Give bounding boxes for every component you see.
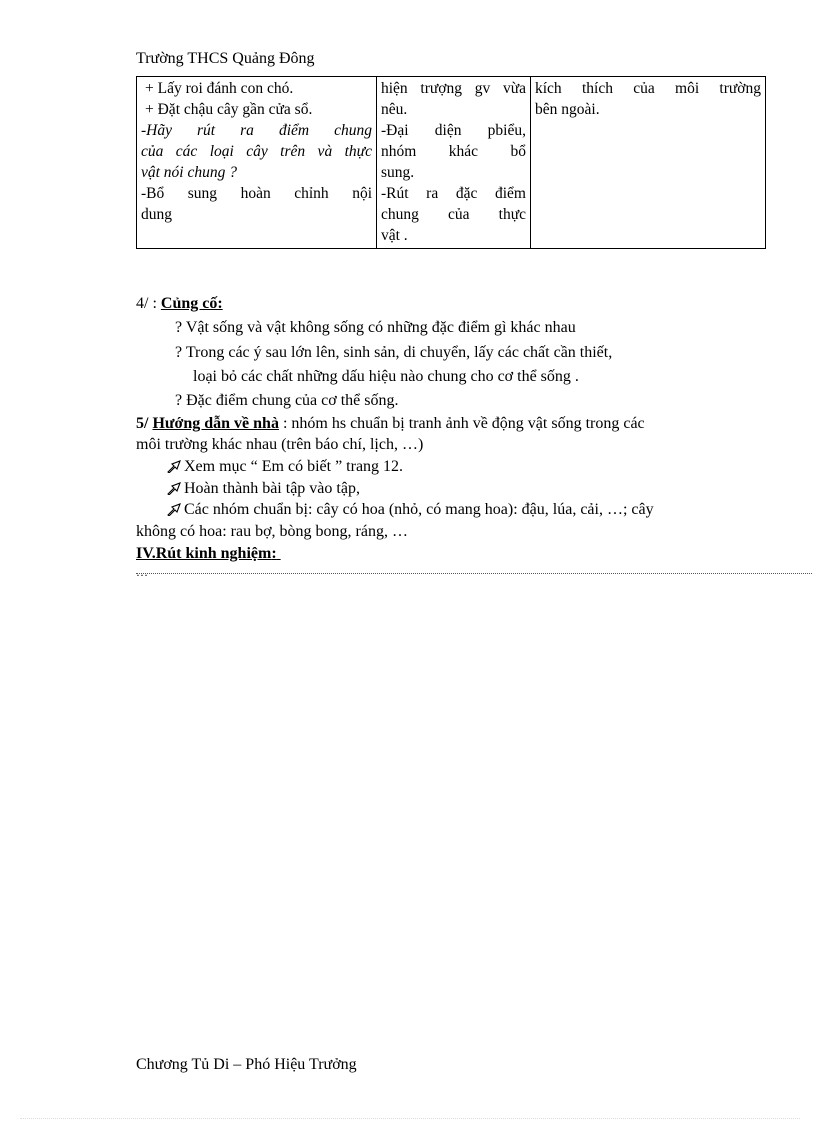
section-4-heading	[136, 293, 223, 314]
school-header: Trường THCS Quảng Đông	[136, 50, 315, 67]
table-line: -Đại diện pbiểu,	[381, 122, 526, 139]
table-line: chung của thực	[381, 206, 526, 223]
content-cell	[531, 77, 766, 249]
section-colon: :	[271, 545, 277, 562]
underline-trail	[277, 543, 291, 564]
arrow-bullet-icon	[167, 502, 183, 516]
section-iv-heading	[136, 543, 291, 564]
student-activity-cell	[377, 77, 531, 249]
question-2-cont: loại bỏ các chất những dấu hiệu nào chung cho cơ thể sống .	[193, 368, 579, 385]
homework-item	[167, 499, 759, 520]
section-5-heading	[136, 413, 762, 434]
table-line: + Đặt chậu cây gần cửa sổ.	[145, 101, 313, 118]
section-title: IV.Rút kinh nghiệm	[136, 545, 272, 562]
table-line: -Hãy rút ra điểm chung	[141, 122, 372, 139]
section-number: 5/	[136, 415, 153, 432]
arrow-bullet-icon	[167, 459, 183, 473]
question-1: ? Vật sống và vật không sống có những đặc điểm gì khác nhau	[175, 319, 576, 336]
table-line: -Bổ sung hoàn chỉnh nội	[141, 185, 372, 202]
ellipsis: …	[136, 565, 148, 579]
page-bottom-border	[20, 1118, 800, 1119]
teacher-activity-cell	[137, 77, 377, 249]
table-line: vật .	[381, 227, 408, 244]
table-line: kích thích của môi trường	[535, 80, 761, 97]
table-line: của các loại cây trên và thực	[141, 143, 372, 160]
question-3: ? Đặc điểm chung của cơ thể sống.	[175, 392, 399, 409]
table-line: hiện trượng gv vừa	[381, 80, 526, 97]
table-line: -Rút ra đặc điểm	[381, 185, 526, 202]
table-line: nhóm khác bổ	[381, 143, 526, 160]
dotted-line	[136, 567, 812, 574]
table-line: bên ngoài.	[535, 101, 600, 118]
homework-text: Xem mục “ Em có biết ” trang 12.	[184, 458, 404, 475]
arrow-bullet-icon	[167, 481, 183, 495]
table-line: + Lấy roi đánh con chó.	[145, 80, 294, 97]
homework-item	[167, 478, 360, 499]
homework-item	[167, 456, 403, 477]
section-title: Củng cố:	[160, 295, 223, 312]
lesson-table	[136, 76, 766, 249]
table-line: nêu.	[381, 101, 408, 118]
homework-text-cont: không có hoa: rau bợ, bòng bong, ráng, …	[136, 523, 408, 540]
homework-text: Hoàn thành bài tập vào tập,	[184, 480, 360, 497]
section-number: 4/ :	[136, 295, 161, 312]
table-row	[137, 77, 766, 249]
table-line: sung.	[381, 164, 415, 181]
page-footer: Chương Tủ Di – Phó Hiệu Trưởng	[136, 1056, 357, 1073]
question-2: ? Trong các ý sau lớn lên, sinh sản, di chuyển, lấy các chất cần thiết,	[175, 344, 613, 361]
section-title: Hướng dẫn về nhà	[152, 415, 279, 432]
section-5-text: môi trường khác nhau (trên báo chí, lịch, …)	[136, 436, 424, 453]
table-line: dung	[141, 206, 172, 223]
table-line: vật nói chung ?	[141, 164, 237, 181]
homework-text: Các nhóm chuẩn bị: cây có hoa (nhỏ, có mang hoa): đậu, lúa, cải, …; cây	[184, 501, 654, 518]
section-text: : nhóm hs chuẩn bị tranh ảnh về động vật sống trong các	[278, 415, 645, 432]
